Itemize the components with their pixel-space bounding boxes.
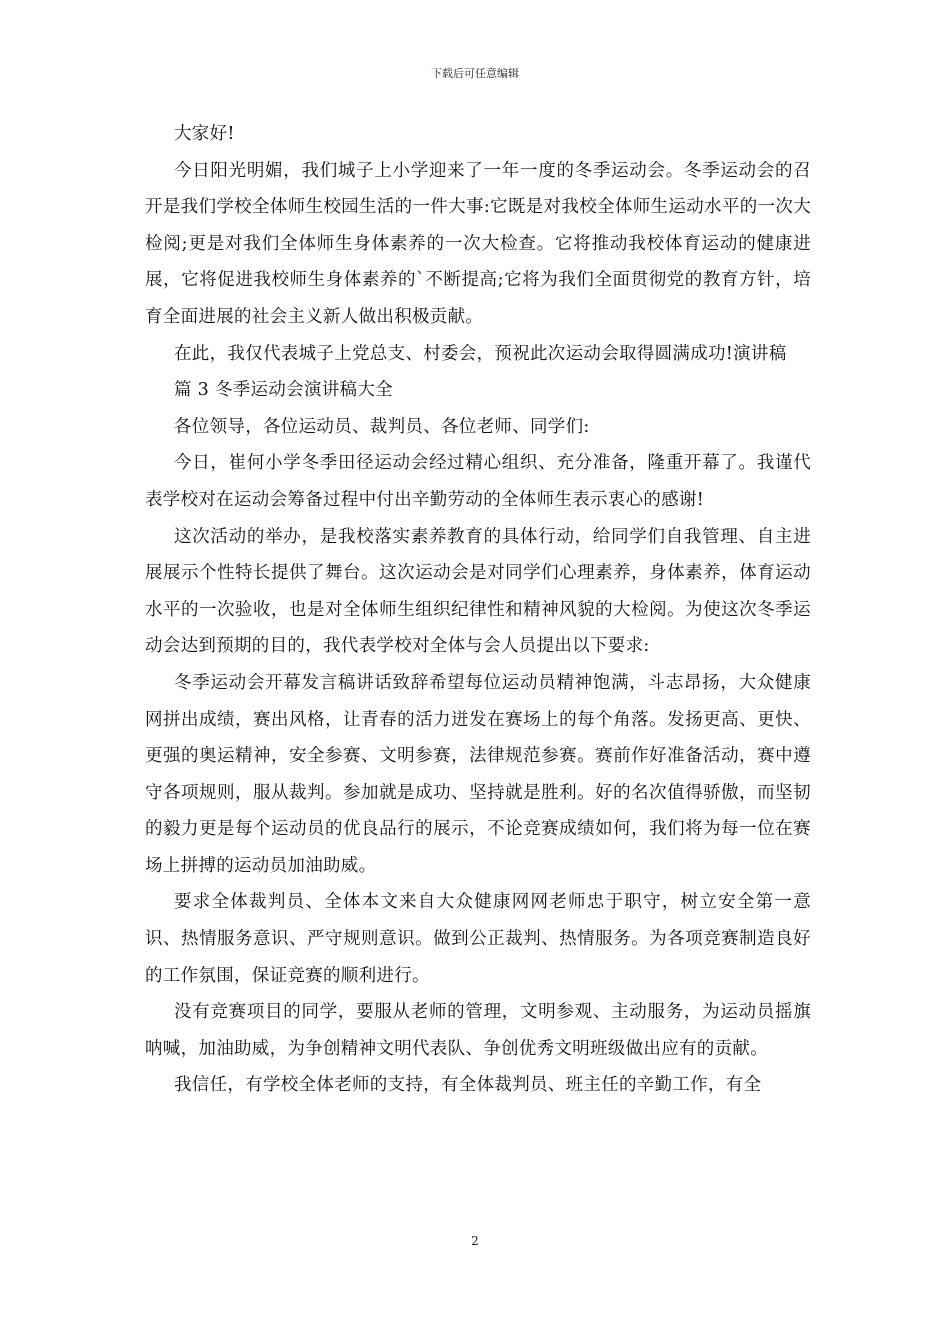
document-body: [145, 116, 811, 1104]
body-paragraph: 冬季运动会开幕发言稿讲话致辞希望每位运动员精神饱满，斗志昂扬，大众健康网拼出成绩，赛出风格，让青春的活力迸发在赛场上的每个角落。发扬更高、更快、更强的奥运精神，安全参赛、文明参赛，法律规范参赛。赛前作好准备活动，赛中遵守各项规则，服从裁判。参加就是成功、坚持就是胜利。好的名次值得骄傲，而坚韧的毅力更是每个运动员的优良品行的展示，不论竞赛成绩如何，我们将为每一位在赛场上拼搏的运动员加油助威。: [145, 672, 811, 876]
body-paragraph: 我信任，有学校全体老师的支持，有全体裁判员、班主任的辛勤工作，有全: [174, 1075, 762, 1096]
greeting-paragraph: 大家好!: [174, 124, 235, 144]
body-paragraph: 要求全体裁判员、全体本文来自大众健康网网老师忠于职守，树立安全第一意识、热情服务意识、严守规则意识。做到公正裁判、热情服务。为各项竞赛制造良好的工作氛围，保证竞赛的顺利进行。: [145, 892, 811, 986]
body-paragraph: 在此，我仅代表城子上党总支、村委会，预祝此次运动会取得圆满成功!演讲稿: [174, 343, 787, 364]
section-heading: 篇 3 冬季运动会演讲稿大全: [174, 380, 393, 401]
body-paragraph: 今日，崔何小学冬季田径运动会经过精心组织、充分准备，隆重开幕了。我谨代表学校对在运动会筹备过程中付出辛勤劳动的全体师生表示衷心的感谢!: [145, 453, 811, 510]
body-paragraph: 没有竞赛项目的同学，要服从老师的管理，文明参观、主动服务，为运动员摇旗呐喊，加油助威，为争创精神文明代表队、争创优秀文明班级做出应有的贡献。: [145, 1002, 811, 1059]
page-header: 下载后可任意编辑: [431, 67, 519, 80]
page-number: 2: [471, 1234, 479, 1248]
body-paragraph: 今日阳光明媚，我们城子上小学迎来了一年一度的冬季运动会。冬季运动会的召开是我们学校全体师生校园生活的一件大事:它既是对我校全体师生运动水平的一次大检阅;更是对我们全体师生身体素养的一次大检查。它将推动我校体育运动的健康进展，它将促进我校师生身体素养的`不断提高;它将为我们全面贯彻党的教育方针，培育全面进展的社会主义新人做出积极贡献。: [145, 160, 811, 327]
salutation-paragraph: 各位领导，各位运动员、裁判员、各位老师、同学们:: [174, 416, 590, 437]
body-paragraph: 这次活动的举办，是我校落实素养教育的具体行动，给同学们自我管理、自主进展展示个性特长提供了舞台。这次运动会是对同学们心理素养，身体素养，体育运动水平的一次验收，也是对全体师生组织纪律性和精神风貌的大检阅。为使这次冬季运动会达到预期的目的，我代表学校对全体与会人员提出以下要求:: [145, 526, 811, 657]
